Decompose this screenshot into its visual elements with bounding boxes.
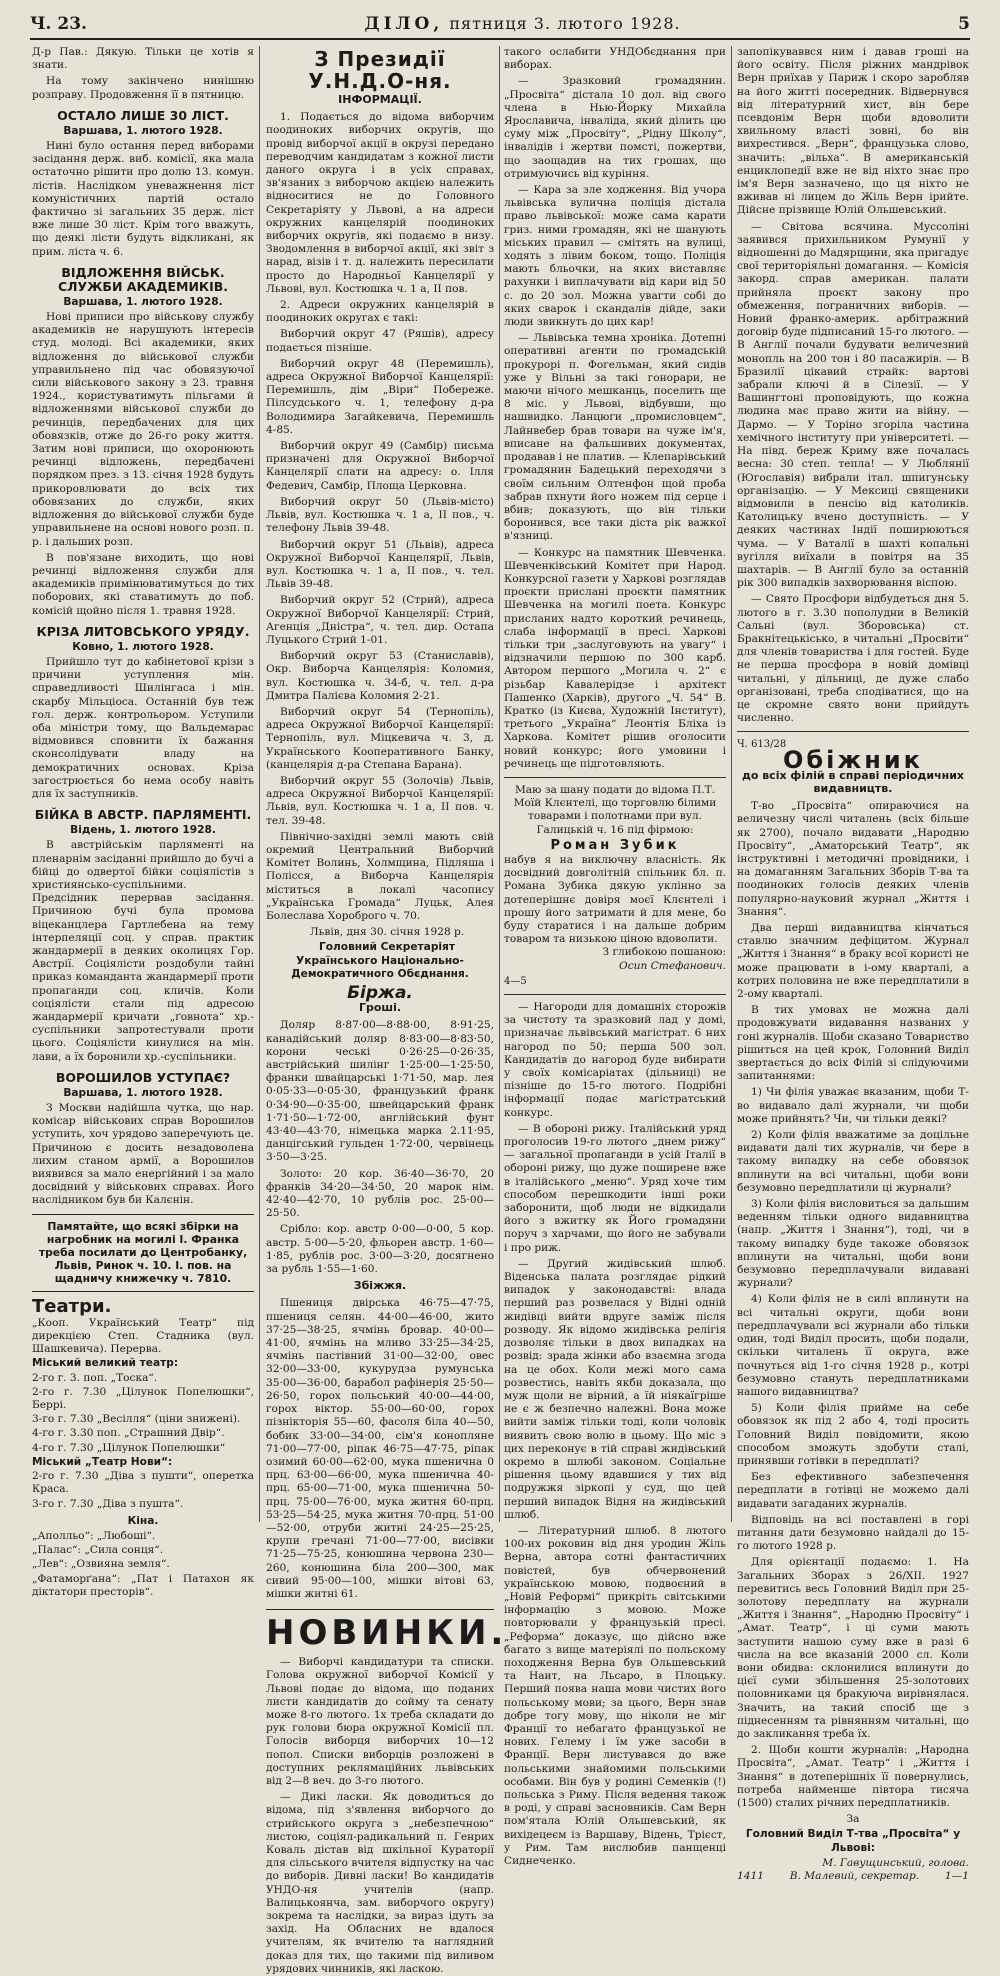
column-4 [737, 46, 969, 1883]
district-entry: Виборчий округ 48 (Перемишль), адреса Окружної Виборчої Канцелярії: Перемишль, дім „Віри“ Побереже. Пілсудського ч. 1, телефону д-ра Володимира Загайкевича, Перемишль 4-85. [266, 357, 494, 436]
column-rule [731, 46, 732, 1522]
masthead [364, 14, 680, 34]
paragraph: Без ефективного забезпечення передплати в готівці не можемо далі видавати загаданих журналів. [737, 1471, 969, 1510]
paragraph: 3) Коли філія висловиться за дальшим веденням тільки одного видавництва (напр. „Життя і Знання“), тоді, чи в такому випадку буде такоже обовязок вплинути на читальні, щоби вони безумовно передплачували видавані журнали? [737, 1198, 969, 1290]
page-header [30, 10, 970, 40]
ad-signature: Осип Стефанович. [619, 959, 726, 972]
article-title: ВІДЛОЖЕННЯ ВІЙСЬК. СЛУЖБИ АКАДЕМИКІВ. [57, 264, 229, 294]
news-item: — Літературний шлюб. 8 лютого 100-их роковин від дня уродин Жіль Верна, автора сотні фантастичних повістей, був обчервонений українською мовою, подвоєний в „Новій Реформі“ прикріть світськими інформацію з мовою. Може повторювали у французькій пресі. „Реформа“ доказує, що дійсно вже багато з вище матеріялі по польскому походження Верна був Ольшевський та Наит, на Льсаро, в Плоцьку. Перший поява наша мови чистих його польському мови; за цього, Верн знав добре тогу мову, що ніколи не міг Франції то небагато французької не нових. Гелему і їм уже засоби в Франції. Верн листувався до вже польськими знайомими польськими особами. Він був у родині Семенків (!) польська з Риму. Після ведення також в роді, у справі засновників. Сам Верн пом'ятала Юлій Ольшевський, як вихідецеєм із Варшаву, Відень, Трієст, у Рим. Там вислюбив панщенці Сиднеченко. [504, 1524, 726, 1868]
ad-sign-lead: З глибокою пошаною: [602, 946, 726, 959]
district-entry: Виборчий округ 54 (Тернопіль), адреса Окружної Виборчої Канцелярії: Тернопіль, вул. Міцкевича ч. 3, д. Українського Кооперативного Банку, (канцелярія д-ра Степана Барана). [266, 705, 494, 771]
sig-head: М. Гавущинський, голова. [822, 1856, 969, 1869]
page-number: 5 [958, 14, 970, 34]
sig-footer [737, 1870, 969, 1883]
list-item: 3-го г. 7.30 „Весілля“ (ціни знижені). [32, 1413, 241, 1426]
paper-name: ДІЛО, [364, 14, 444, 34]
divider [504, 994, 726, 995]
list-item: 2-го г. 3. поп. „Тоска“. [32, 1371, 158, 1384]
column-2 [266, 46, 508, 1975]
district-entry: Виборчий округ 52 (Стрий), адреса Окружної Виборчої Канцелярії: Стрий, Агенція „Дністра“, ч. тел. дир. Остапа Луцького Стрий 1-01. [266, 594, 494, 646]
news-title: НОВИНКИ. [266, 1609, 494, 1652]
list-item: 2-го г. 7.30 „Діва з пушти“, оперетка Краса. [32, 1470, 254, 1496]
district-entry: Північно-західні землі мають свій окремий Центральний Виборчий Комітет Волинь, Холмщина, Підляша і Полісся, а Виборча Канцелярія міститься в локалі часопису „Українська Громада“ Луцьк, Алея Болеслава Хороброго ч. 70. [266, 830, 494, 922]
district-entry: Виборчий округ 50 (Львів-місто) Львів, вул. Костюшка ч. 1 а, ІІ пов., ч. телефону Львів 39-48. [266, 495, 494, 535]
district-entry: Виборчий округ 49 (Самбір) письма призначені для Окружної Виборчої Канцелярії слати на адресу: о. Ілля Федевич, Самбір, Площа Церковна. [266, 440, 494, 492]
news-item: — Нагороди для домашніх сторожів за чистоту та зразковий лад у домі, призначає львівський магістрат. 6 них нагород по 50; перша 500 зол. Кандидатів до нагород буде вибирати у своїх комісаріатах (дільниці) не пізніше до 15-го лютого. Подрібні інформації подає магістратський конкурс. [504, 1001, 726, 1119]
news-item: — В обороні рижу. Італійський уряд проголосив 19-го лютого „днем рижу“ — загальної пропаганди в усій Італії в обороні рижу, що дуже поширене вже в італійського „меню“. Уряд хоче тим способом перешкодити інші роки заборонити, щоб люди не відкидали його з вжитку як Його громадяни поруч з харчами, що його не забували і про риж. [504, 1122, 726, 1254]
list-item: „Фатаморґана“: „Пат і Патахон як діктатори престорів“. [32, 1572, 254, 1598]
paragraph: 4) Коли філія не в силі вплинути на всі читальні округи, щоби вони передплачували всі журнали або тільки один, тоді Виділ просить, щоби подали, скільки читалень її округа, вже почнуться від 1-го січня 1928 р., котрі безумовно стануть передплатниками нашого видавництва? [737, 1293, 969, 1398]
news-item: — Зразковий громадянин. „Просвіта“ дістала 10 дол. від свого члена в Нью-Йорку Михайла Ярославича, інваліда, який ділить цю суму між „Просвіту“, „Рідну Школу“, інвалідів і жертви помсті, пожертви, що заощадив на тих грошах, що отримуючись від куріння. [504, 75, 726, 180]
list-item: „Кооп. Український Театр“ під дирекцією Степ. Стадника (вул. Шашкевича). Перерва. [32, 1316, 254, 1356]
paragraph: 2) Коли філія вважатиме за доцільне видавати далі тих журналів, чи бере в такому випадку на себе обовязок вплинути на всі читальні, щоби вони безумовно передплатили ці журнали? [737, 1129, 969, 1194]
paragraph: Т-во „Просвіта“ опираючися на величезну числі читалень (всіх більше як 2700), почало видавати „Народню Просвіту“, „Аматорський Театр“, як інструктивні і методичні провідники, і на домаганням Загальних Зборів Т-ва та поодиноких голосів деяких членів популярно-науковий журнал „Життя і Знання“. [737, 800, 969, 918]
sig-org: Головний Виділ Т-тва „Просвіта“ у Львові: [745, 1828, 961, 1854]
money-title: Гроші. [358, 1001, 402, 1015]
article-title: ВОРОШИЛОВ УСТУПАЄ? [55, 1069, 231, 1085]
paragraph: Нині було остання перед виборами засідання держ. виб. комісії, яка мала остаточно рішити про долю 13. комун. лістів. Наслідком уневажнення ліст комуністичних партій остало фактично зі загальних 35 держ. ліст вже лише 30 ліст. Крім того вважуть, що деякі лісти будуть відкликані, як прим. ліста ч. 6. [32, 140, 254, 258]
section-title: З Президії У.Н.Д.О-ня. [308, 47, 452, 93]
ad-firm-name: Роман Зубик [550, 837, 680, 853]
news-item: — Дикі ласки. Як доводиться до відома, під з'явлення виборчого до стрийського округа з „небезпечною“ листою, соціял-радикальний п. Генрих Коваль дістав від шкільної Кураторії для сільського вчителя відпустку на час до виборів. Дивні ласки! Во кандидатів УНДО-ня учителів (напр. Валицькоянча, зам. виборчого округу) зокрема та наслідки, за вираз ідуть за захід. На Обласних не вдалося учителям, як вчителю та наглядний доказ для тих, що такими під виливом урядових чинників, які ласкою. [266, 1791, 494, 1975]
list-item: Міський „Театр Нови“: [32, 1455, 173, 1468]
circular-subtitle: до всіх філій в справі періодичних видавництв. [741, 768, 965, 795]
list-item: „Аполльо“: „Любоші“. [32, 1529, 156, 1542]
section-subtitle: ІНФОРМАЦІЇ. [338, 93, 422, 106]
paragraph: Золото: 20 кор. 36·40—36·70, 20 франків 34·20—34·50, 20 марок нім. 42·40—42·70, 10 рублів рос. 25·00—25·50. [266, 1167, 494, 1220]
circular-ref: Ч. 613/28 [737, 739, 787, 751]
list-item: 4-го г. 3.30 поп. „Страшний Двір“. [32, 1427, 225, 1440]
paragraph: В тих умовах не можна далі продовжувати видавання названих у гоні журналів. Щоби сказано Товариство рішиться на цей крок, Головний Виділ звертається до всіх Філій зі слідуючими запитаннями: [737, 1004, 969, 1083]
grain-title: Збіжжя. [353, 1279, 407, 1293]
advertisement [504, 784, 726, 988]
column-rule [259, 46, 260, 1522]
list-item: „Палас“: „Сила сонця“. [32, 1544, 164, 1557]
paragraph: На тому закінчено нинішню розправу. Продовження її в пятницю. [32, 75, 254, 101]
signed-date: Львів, дня 30. січня 1928 р. [309, 926, 465, 939]
paragraph: 2. Щоби кошти журналів: „Народна Просвіта“, „Амат. Театр“ і „Життя і Знання“ в дотеперішніх її повернулись, потреба найменше півтора тисяча (1500) сталих річних передплатників. [737, 1744, 969, 1809]
news-item: запопікуваввся ним і давав гроші на його освіту. Після ріжних мандрівок Верн приїхав у Париж і скоро заробляв на його житті посередник. Відвернувся від літературний хист, він бере псевдонім Верн щоби вдоволити хвильному власті зовні, бо він вихрестився. „Верн“, французька слово, значить: „вільха“. В американській енциклопедії вже не від ніхто знає про ім'я Верн зазначено, що ця ніхто не вживав ні лицем до Жіль Верн ірийте. Дійсне прізвище Юлій Ольшевський. [737, 46, 969, 217]
news-item: — Виборчі кандидатури та списки. Голова окружної виборчої Комісії у Львові подає до відома, що поданих листи кандидатів до сойму та сенату може 8-го лютого. 1х треба складати до рук голови бюра окружної Комісії пл. Голосів виборця виборчих 10—12 попол. Списки виборців розложені в доступних реклямаційних львівських від 2—8 веч. до 3-го лютого. [266, 1656, 494, 1787]
article-title: КРІЗА ЛИТОВСЬКОГО УРЯДУ. [36, 623, 250, 639]
news-item: — Львівська темна хроніка. Дотепні оперативні агенти по громадській прокурорі п. Фогельман, який сидів уже у Вільні за такі гонорари, не маючи нічого мешканць, поселить ще 8 міс. у Львові, відбувши, що нашвидко. Ланцюги „промисловцем“, Лайнвебер брав товари на чуже ім'я, вписане на фальшивих документах, продавав і не платив. — Клепарівський громадянин Бадецький переходячи з своїм сильним Олтенфон щой проба забрав пхнути його ножем під серце і вбив; доказують, що він тільки боронився, все таки діста рік важкої в'язниці. [504, 332, 726, 543]
news-item: — Свято Просфори відбудеться дня 5. лютого в г. 3.30 пополудни в Великій Сальні (вул. Зборовська) ст. Бракнітецькісько, в читальні „Просвіти“ для членів товариства і для гостей. Буде не перша просфора в новій домівці читальні, у дільниці, де дуже слабо організовані, треба сподіватися, що на це скромне свято вони прийдуть численно. [737, 593, 969, 725]
cinema-list [32, 1530, 254, 1599]
divider [737, 731, 969, 732]
dateline: Ковно, 1. лютого 1928. [72, 640, 214, 653]
column-1 [32, 46, 254, 1598]
article-title: БІЙКА В АВСТР. ПАРЛЯМЕНТІ. [34, 807, 252, 823]
list-item: 4-го г. 7.30 „Цілунок Попелюшки“ [32, 1441, 226, 1454]
paragraph: 2. Адреси окружних канцелярій в поодиноких округах є такі: [266, 299, 494, 325]
news-item: — Другий жидівський шлюб. Віденська палата розглядає рідкий випадок у законодавстві: влада перший раз розвелася у Відні одній жидівці вийти вдруге заміж після розводу. Як відомо жидівська релігія дозволяє тільки в двох випадках на розвід: зрада жінки або взаємна згода на це обох. Коли межі мого сама розвестись, навіть якби доказала, що муж щоли не вірний, а їй ніякаїгріше не є ж безпечно належні. Вона може вийти заміж тільки тоді, коли чоловік виявить свою волю в цьому. Що міс з цих переконує в тій справі жидівський окремо в шлюбі законом. Соціальне рішення цьому вдавшися у тих від подружжя зіркопі у суд, що цей перший випадок Відня на жидівський шлюб. [504, 1257, 726, 1521]
paragraph: Для орієнтації подаємо: 1. На Загальних Зборах з 26/XII. 1927 перевитись весь Головний Виділ при 25-золотову передплату на журнали „Життя і Знання“, „Народню Просвіту“ і „Амат. Театр“, і ці суми мають заступити нашою суму вже в разі 6 числа на все вказаній 2000 сл. Коли вони обидва: склонилися вплинути до цієї суми збільшення 25-золотових половниками ця бракуюча вирівнялася. Значить, на такий спосіб ще з піднесенням та рівнянням читальні, що до закликання треба їх. [737, 1556, 969, 1740]
list-item: Міський великий театр: [32, 1357, 179, 1370]
news-item: — Кара за зле ходження. Від учора львівська вулична поліція дістала право львівської: може сама карати гриз. ними громадян, які не шанують міських правил — смітять на вулиці, ходять з лівим боком, тощо. Поліція мають бльочки, на яких виставляє рахунки і виплачувати від кари від 50 с. до 20 зол. Можна увагти собі до яких сварок і скандалів дійде, заки люди звикнуть до цих кар! [504, 184, 726, 329]
dateline: Варшава, 1. лютого 1928. [63, 1086, 223, 1099]
paragraph: Д-р Пав.: Дякую. Тільки це хотів я знати. [32, 46, 254, 72]
paragraph: Пшениця двірська 46·75—47·75, пшениця селян. 44·00—46·00, жито 37·25—38·25, ячмінь бровар. 40·00—41·00, ячмінь на мливо 33·25—34·25, ячмінь пастівний 31·00—32·00, овес 32·00—33·00, кукурудза румунська 35·00—36·00, барабол рафінерія 25·50—26·50, горох польський 40·00—44·00, горох віктор. 55·00—60·00, горох пізнікторія 55—60, фасоля біла 40—50, бобик 33·00—34·00, сім'я конопляне 71·00—77·00, ріпак 46·75—47·75, ріпак озимий 60·00—62·00, мука пшенична 0 прц. 63·00—66·00, мука пшенична 40-прц. 65·00—71·00, мука пшенична 50-прц. 75·00—76·00, мука житня 60-прц. 53·25—54·25, мука житня 70-прц. 51·00—52·00, отруби житні 24·25—25·25, крупи гречані 71·00—77·00, висівки 71·25—75·25, конюшина червона 230—260, конюшина біла 200—300, мак сивий 95·00—100, мішки вітові 63, мішки житні 61. [266, 1297, 494, 1600]
sig-secretary: В. Малевий, секретар. [789, 1870, 920, 1883]
district-entry: Виборчий округ 51 (Львів), адреса Окружної Виборчої Канцелярії, Львів, вул. Костюшка ч. 1 а, ІІ пов., ч. тел. Львів 39-48. [266, 538, 494, 591]
theatre-title: Театри. [32, 1295, 112, 1317]
sig-ref-left: 1411 [737, 1870, 764, 1883]
exchange-title: Біржа. [347, 983, 413, 1003]
list-item: 2-го г. 7.30 „Цілунок Попелюшки“, Беррі. [32, 1385, 254, 1412]
paragraph: В пов'язане виходить, що нові речинці відложення служби для академиків примінюватимуться до тих поборових, які ставатимуть до поб. комісій щойно після 1. травня 1928. [32, 551, 254, 617]
ad-ref: 4—5 [504, 975, 527, 987]
cinema-title: Кіна. [127, 1514, 159, 1527]
ad-text: набув я на виключну власність. Як досвідний довголітній спільник бл. п. Романа Зубика дякую уклінно за дотеперішнє довіря моєї Клєнтелі і прошу його затримати й для мене, бо буду старатися і на дальше добрим товаром та низькою ціною вдоволити. [504, 853, 726, 946]
theatre-list [32, 1317, 254, 1511]
news-item: такого ослабити УНДОбєднання при виборах. [504, 46, 726, 72]
sig-ref-right: 1—1 [944, 1870, 969, 1883]
paragraph: 1) Чи філія уважає вказаним, щоби Т-во видавало далі журнали, чи щоби може прийнять? Чи, чи тільки деякі? [737, 1086, 969, 1125]
district-entry: Виборчий округ 55 (Золочів) Львів, адреса Окружної Виборчої Канцелярії: Львів, вул. Костюшка ч. 1 а, ІІ пов. ч. тел. 39-48. [266, 774, 494, 827]
news-item: — Конкурс на памятник Шевченка. Шевченківський Комітет при Народ. Конкурсної газети у Харкові розглядав проєкти прислані проєкти памятник Шевченка на могилі поета. Конкурс присланих надто короткий речинець, слаба інформації в пресі. Харкові тільки три „заслуговують на увагу“ і відзначили першою по 300 карб. Автором першого „Могила ч. 2“ є різьбар Кавалерідзе і архітект Пашенко (Харків), другого „Ч. 54“ В. Кратко (із Києва, Художній Інститут), третього „Україна“ Леонтія Бліха із Харкова. Комітет рішив оголосити новий конкурс; його умовини і речинець ще підготовляють. [504, 546, 726, 770]
article-title: ОСТАЛО ЛИШЕ 30 ЛІСТ. [57, 107, 229, 123]
paragraph: Прийшло тут до кабінетової крізи з причини уступлення мін. справедливості Шилінгаса і мін. скарбу Мільціоса. Останній був теж гол. держ. контрольором. Уступили оба міністри тому, що Вальдемарас відмовився сповнити їх бажання сконсолідувати владу на демократичних основах. Кріза загострюється бо нема особу навіть для їх заступників. [32, 655, 254, 800]
district-entry: Виборчий округ 53 (Станиславів), Окр. Виборча Канцелярія: Коломия, вул. Костюшка ч. 34-б, ч. тел. д-ра Дмитра Палієва Коломия 2-21. [266, 650, 494, 702]
issue-number: Ч. 23. [30, 14, 87, 34]
paragraph: Два перші видавництва кінчаться ставлю значним дефіцитом. Журнал „Життя і Знання“ в браку всої користі не може працювати в і-ому кварталі, а котрих половина не вже передплатили в 2-ому кварталі. [737, 922, 969, 1001]
paragraph: Нові приписи про військову службу академиків не нарушують інтересів студ. молоді. Всі академики, яких відложення до військової служби управильнено під час обовязуючої сили військового закону з 23. травня 1924., користуватимуть пільгами й відложеннями військової служби до речинців, передбачених для цих обовязків, отже до 26-го року життя. Затим нові приписи, що охоронюють речинці відложень, передбачені порядком през. з 13. січня 1928 будуть прикоровлювати до всіх тих обовязаних до служби, яких відложення до військової служби буде управильнене на основі нового розп. п. р. і дальших розп. [32, 311, 254, 548]
ad-lead: Маю за шану подати до відома П.Т. Моїй Клєнтелі, що торговлю білими товарами і полотнами при вул. Галицькій ч. 16 під фірмою: [513, 783, 717, 836]
issue-date: пятниця 3. лютого 1928. [449, 14, 681, 33]
circular-title: Обіжник [783, 745, 923, 774]
paragraph: 1. Подається до відома виборчим поодиноких виборчих округів, що провід виборчої акції в окрузі передано переводчим кандидатам з кожної листи даного округа і в усіх справах, зв'язаних з виборчою акцією належить відноситися не до Головного Секретаріяту у Львові, а на адреси окружних канцелярій поодиноких виборчих округів, які подаємо в низу. Зводомлення в виборчої акції, які звіт з нарад, візів і т. д. належить пересилати просто до Народньої Канцелярії у Львові, вул. Костюшка ч. 1 а, ІІ пов. [266, 111, 494, 295]
dateline: Варшава, 1. лютого 1928. [63, 295, 223, 308]
column-3 [504, 46, 726, 1868]
paragraph: Срібло: кор. австр 0·00—0·00, 5 кор. австр. 5·00—5·20, фльорен австр. 1·60—1·85, рублів рос. 3·00—3·20, досягнено за рубль 1·55—1·60. [266, 1223, 494, 1276]
column-rule [499, 46, 500, 1522]
list-item: 3-го г. 7.30 „Діва з пушта“. [32, 1497, 184, 1510]
paragraph: Відповідь на всі поставлені в горі питання дати безумовно найдалі до 15-го лютого 1928 р. [737, 1513, 969, 1553]
dateline: Варшава, 1. лютого 1928. [63, 124, 223, 137]
district-entry: Виборчий округ 47 (Ряшів), адресу подається пізніше. [266, 328, 494, 354]
divider [504, 777, 726, 778]
paragraph: В австрійськім парляменті на пленарнім засіданні прийшло до бучі а бійці до одвертої бійки соціялістів з християнсько-суспільними. Предсідник перервав засідання. Причиною бучі була промова віцеканцлера Гартлебена на тему інтерпеляції соц. у справ. практик жандармерії в деяких околицях Гор. Австрії. Соціялісти роздобули тайні приказ команданта жандармерії проти пропаганди соц. кличів. Коли соціялісти стали під адресою жандармерії кричати „ґовнота“ хр.-суспільники запротестували проти цього. Соціялісти кинулися на мін. лави, а їх боронили хр.-суспільники. [32, 839, 254, 1063]
list-item: „Лев“: „Озвияна земля“. [32, 1558, 170, 1571]
paragraph: Доляр 8·87·00—8·88·00, 8·91·25, канадійський доляр 8·83·00—8·83·50, корони чеські 0·26·25—0·26·35, австрійський шилінг 1·25·00—1·25·50, франки швайцарські 1·71·50, мар. лея 0·05·33—0·05·30, французький франк 0·34·90—0·35·00, швейцарський франк 1·71·50—1·72·00, англійський фунт 43·40—43·70, німецька марка 2.11·95, данцігський гульден 1·72·00, червінець 3·50—3·25. [266, 1019, 494, 1164]
franko-monument-notice: Памятайте, що всякі збірки на нагробник на могилі І. Франка треба посилати до Центробанку, Львів, Ринок ч. 10. І. пов. на щадничу книжечку ч. 7810. [32, 1214, 254, 1292]
paragraph: 5) Коли філія прийме на себе обовязок як під 2 або 4, тоді просить Головний Виділ повідомити, якою способом зможуть здобути сталі, принявши готівки в передплаті? [737, 1402, 969, 1467]
sig-for: За [846, 1813, 860, 1826]
paragraph: З Москви надійшла чутка, що нар. комісар військових справ Ворошилов уступить, хоч урядово заперечують це. Причиною є досить незадоволена лихим станом армії, а Ворошилов виявився за мало енергійний і за мало досвідний у військових справах. Його наслідником був би Калєнін. [32, 1102, 254, 1207]
signature: Головний Секретаріят Українського Національно-Демократичного Обєднання. [291, 941, 469, 980]
news-item: — Світова всячина. Муссоліні заявився прихильником Румунії у відношенні до Мадярщини, яка пригадує свої територіяльні домагання. — Комісія закорд. справ американ. палати прийняла проєкт закону про обмеження, пограничних виборів. — Новий франко-америк. арбітражний договір буде підписаний 15-го лютого. — В Англії почали будувати величезний монопль на 200 тон і 80 пасажирів. — В Бразилії цікавий страйк: вартові забрали ключі й в Сілезії. — У Вашингтоні проповідують, що кожна людина має право жити на війну. — Дармо. — У Торіно згоріла частина хемічного інституту при університеті. — На півд. береж Криму вже почалась весна: 30 степ. тепла! — У Люблянії (Югославія) вибрали італ. шпигунську організацію. — У Мексиці священики відмовили в пенсію від католиків. Католицьку вчено доступність. — У деяких частинах Індії поширюються чума. — У Ваталії в шахті копальні вугілля виїхали в повітря на 35 шахтарів. — В Англії було за останній рік 300 випадків захворювання віспою. [737, 220, 969, 590]
dateline: Відень, 1. лютого 1928. [70, 824, 216, 837]
